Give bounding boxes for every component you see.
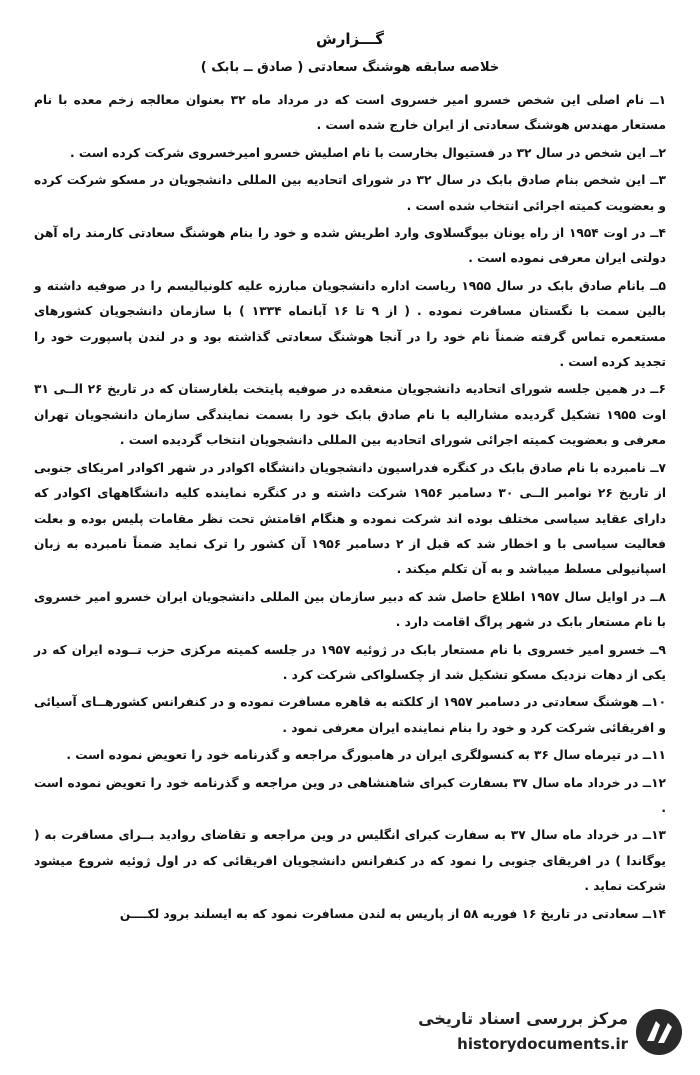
- paragraph-1: ۱ــ نام اصلی این شخص خسرو امیر خسروی است که در مرداد ماه ۳۲ بعنوان معالجه زخم معده با نام مستعار مهندس هوشنگ سعادتی از ایران خارج شده است .: [34, 93, 667, 133]
- paragraph-6: ۶ــ در همین جلسه شورای اتحادیه دانشجویان منعقده در صوفیه پایتخت بلغارستان که در تاریخ ۲۶ الــی ۳۱ اوت ۱۹۵۵ تشکیل گردیده مشارالیه با نام صادق بابک خود را بسمت نمایندگی سازمان دانشجویان تهران معرفی و بعضویت کمیته اجرائی شورای اتحادیه بین المللی دانشجویان انتخاب گردیده است .: [34, 382, 666, 448]
- paragraph-4: ۴ــ در اوت ۱۹۵۴ از راه یونان بیوگسلاوی وارد اطریش شده و خود را بنام هوشنگ سعادتی کارمند راه آهن دولتی ایران معرفی نموده است .: [34, 226, 666, 266]
- paragraph-3: ۳ــ این شخص بنام صادق بابک در سال ۳۲ در شورای اتحادیه بین المللی دانشجویان در مسکو شرکت کرده و بعضویت کمیته اجرائی انتخاب شده است .: [34, 173, 666, 213]
- paragraph-7: ۷ــ نامبرده با نام صادق بابک در کنگره فدراسیون دانشجویان دانشگاه اکوادر در شهر اکوادر امریکای جنوبی از تاریخ ۲۶ نوامبر الــی ۳۰ دسامبر ۱۹۵۶ شرکت داشته و در کنگره نماینده کلیه دانشگاههای اکوادر که دارای عقاید سیاسی مختلف بوده اند شرکت نموده و هنگام اقامتش تحت نظر مقامات پلیس بوده و بعلت فعالیت سیاسی با و اخطار شد که قبل از ۲ دسامبر ۱۹۵۶ آن کشور را ترک نماید ضمناً نامبرده به زبان اسپانیولی مسلط میباشد و به آن تکلم میکند .: [34, 460, 666, 577]
- paragraph-2: ۲ــ این شخص در سال ۳۲ در فستیوال بخارست با نام اصلیش خسرو امیرخسروی شرکت کرده است .: [69, 145, 666, 160]
- paragraph-14: ۱۴ــ سعادتی در تاریخ ۱۶ فوریه ۵۸ از پاریس به لندن مسافرت نمود که به ایسلند برود لکــــن: [119, 906, 666, 921]
- page-subtitle: خلاصه سابقه هوشنگ سعادتی ( صادق ــ بابک ): [200, 60, 500, 75]
- archive-emblem-icon: [634, 1007, 684, 1057]
- paragraph-8: ۸ــ در اوایل سال ۱۹۵۷ اطلاع حاصل شد که دبیر سازمان بین المللی دانشجویان ایران خسرو امیر خسروی با نام مستعار بابک در شهر پراگ اقامت دارد .: [34, 589, 666, 630]
- paragraph-9: ۹ــ خسرو امیر خسروی با نام مستعار بابک در ژوئیه ۱۹۵۷ در جلسه کمیته مرکزی حزب تــوده ایران که در یکی از دهات نزدیک مسکو تشکیل شد از چکسلواکی شرکت کرد .: [34, 642, 666, 682]
- paragraph-5: ۵ــ بانام صادق بابک در سال ۱۹۵۵ ریاست اداره دانشجویان مبارزه علیه کلونیالیسم را در صوفیه داشته و بالین سمت با نگستان مسافرت نموده . ( از ۹ تا ۱۶ آبانماه ۱۳۳۴ ) با سازمان دانشجویان کشورهای مستعمره تماس گرفته ضمناً نام خود را در آنجا هوشنگ سعادتی گذاشته بود و در لندن پاسپورت خود را تجدید کرده است .: [34, 278, 666, 370]
- paragraph-11: ۱۱ــ در تیرماه سال ۳۶ به کنسولگری ایران در هامبورگ مراجعه و گذرنامه خود را تعویض نموده است .: [66, 748, 666, 763]
- paragraph-13: ۱۳ــ در خرداد ماه سال ۳۷ به سفارت کبرای انگلیس در وین مراجعه و تقاضای روادید بــرای مسافرت به ( یوگاندا ) در افریقای جنوبی را نمود که در کنفرانس دانشجویان افریقائی که در اول ژوئیه شروع میشود شرکت نماید .: [34, 828, 666, 894]
- watermark-url: historydocuments.ir: [457, 1035, 628, 1053]
- report-body: [34, 88, 666, 929]
- paragraph-12: ۱۲ــ در خرداد ماه سال ۳۷ بسفارت کبرای شاهنشاهی در وین مراجعه و گذرنامه خود را تعویض نموده است .: [34, 775, 666, 815]
- watermark-brand: مرکز بررسی اسناد تاریخی: [418, 1009, 628, 1028]
- paragraph-10: ۱۰ــ هوشنگ سعادتی در دسامبر ۱۹۵۷ از کلکته به قاهره مسافرت نموده و در کنفرانس کشورهــای آسیائی و افریقائی شرکت کرد و خود را بنام نماینده ایران معرفی نمود .: [34, 695, 667, 735]
- watermark: [414, 1003, 684, 1061]
- page-title: گـــزارش: [316, 30, 384, 48]
